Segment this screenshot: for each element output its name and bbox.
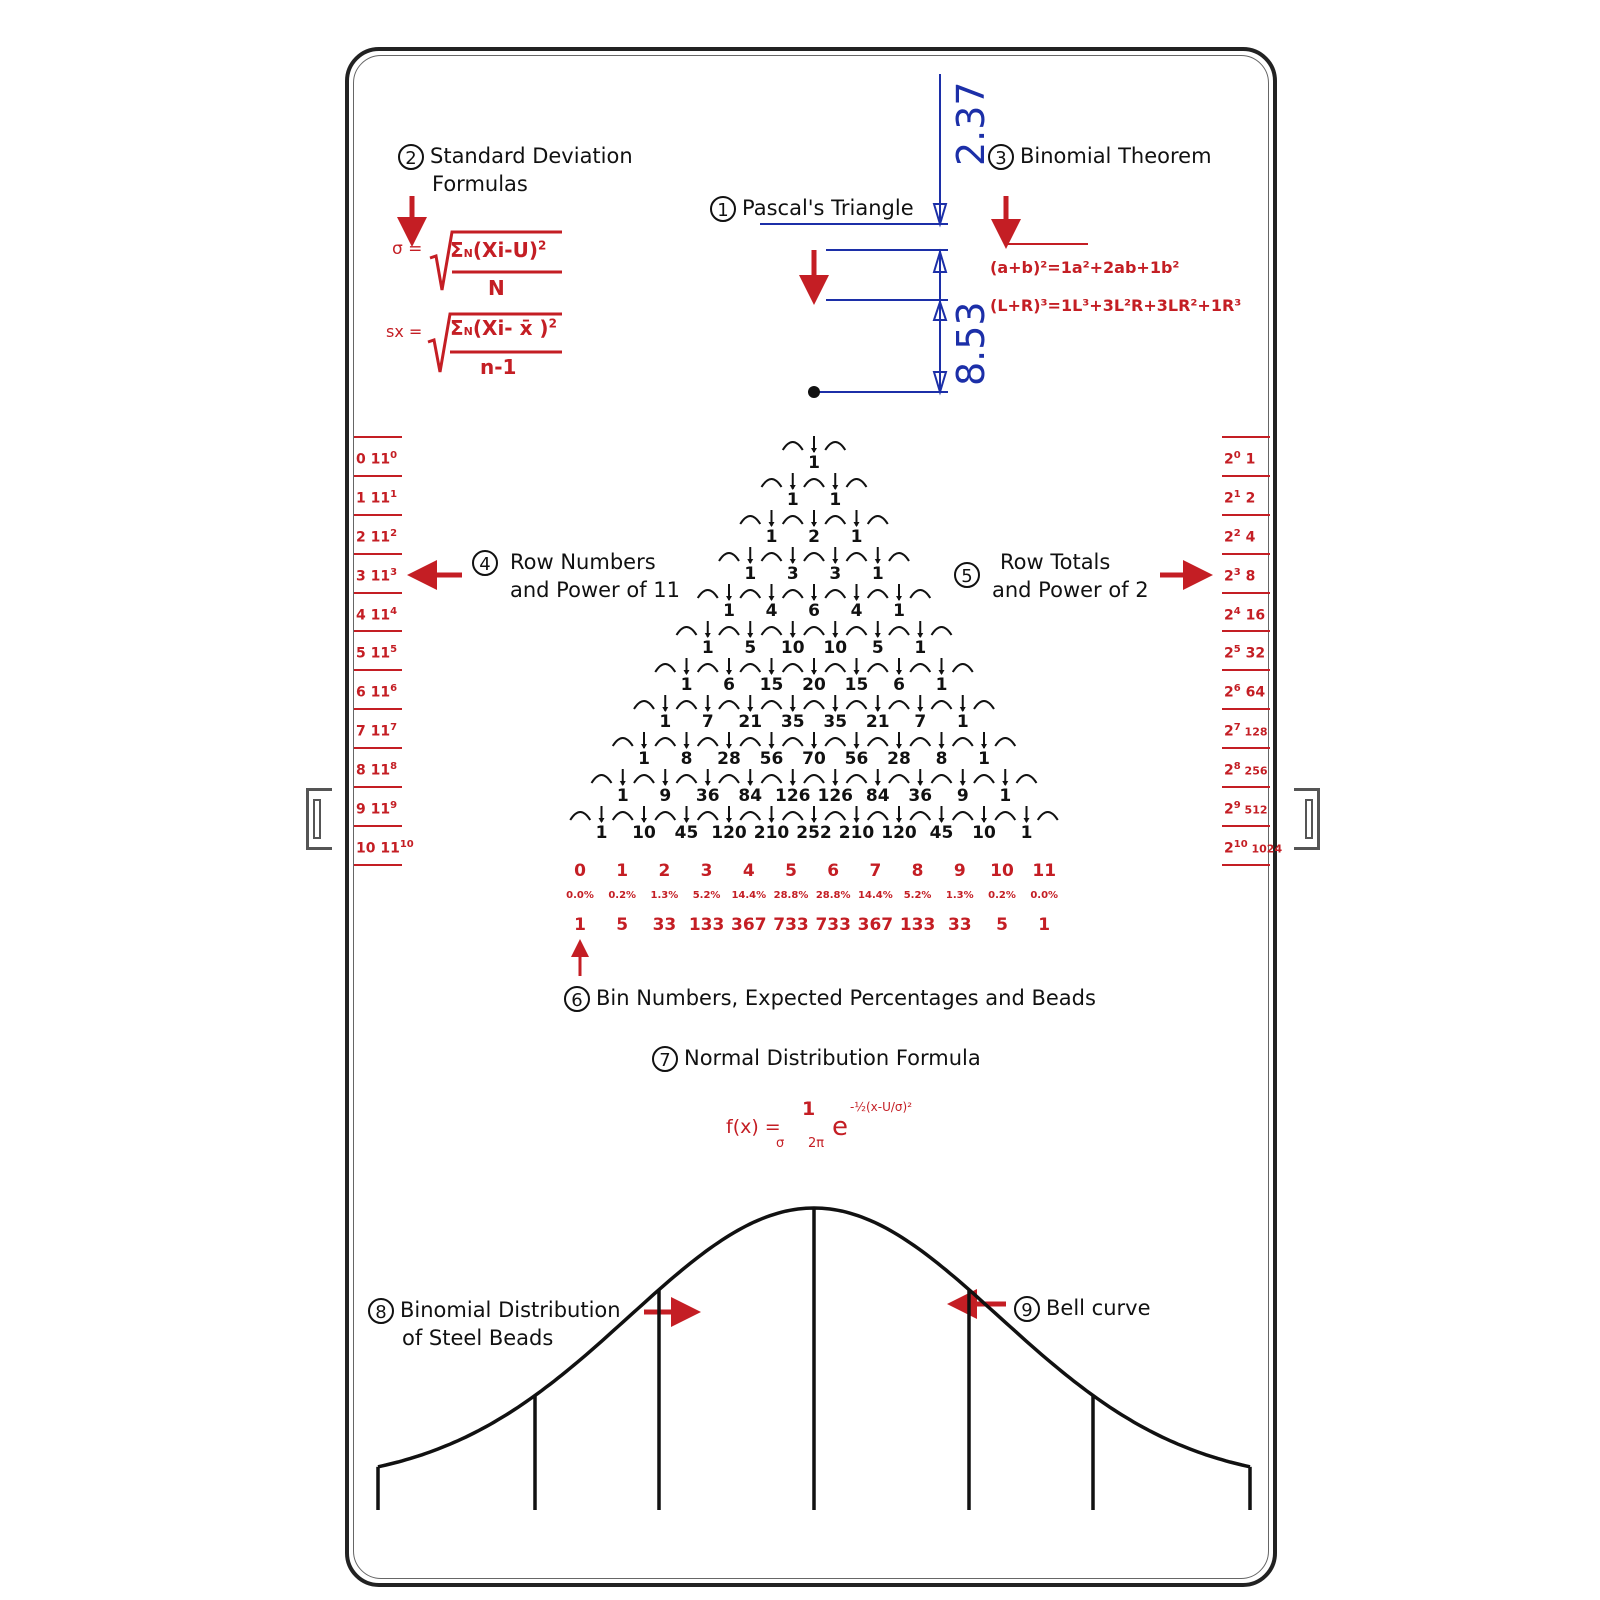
row-number-exponent: 8: [390, 761, 398, 773]
row-total-value: 16: [1240, 607, 1266, 624]
row-number-cell: [354, 788, 402, 827]
population-sd-denominator: N: [488, 276, 505, 300]
binomial-beads-line2: of Steel Beads: [402, 1326, 554, 1350]
normal-label-text: Normal Distribution Formula: [684, 1046, 981, 1070]
row-total-cell: [1222, 671, 1270, 710]
row-total-base: 2: [1224, 723, 1234, 740]
row-number-text: 7 11: [356, 723, 391, 740]
row-total-exponent: 10: [1233, 838, 1248, 850]
bins-label: [564, 984, 1096, 1012]
bin-beads: 5: [616, 915, 629, 935]
row-total-base: 2: [1224, 568, 1234, 585]
row-number-text: 9 11: [356, 801, 391, 818]
binomial-formula-2: (L+R)³=1L³+3L²R+3LR²+1R³: [990, 296, 1242, 315]
row-total-value: 128: [1240, 725, 1268, 739]
pascal-value: 6: [893, 675, 905, 695]
row-total-exponent: 9: [1233, 800, 1241, 812]
pascal-value: 10: [823, 638, 848, 658]
bin-number: 8: [911, 861, 924, 881]
pascal-value: 56: [759, 749, 784, 769]
pascal-value: 1: [680, 675, 693, 695]
row-number-cell: [354, 632, 402, 671]
row-total-base: 2: [1224, 840, 1234, 857]
normal-formula-lhs: f(x) =: [726, 1116, 781, 1138]
row-number-exponent: 0: [390, 450, 398, 461]
row-number-text: 2 11: [356, 529, 391, 546]
bin-beads: 367: [731, 915, 767, 935]
pascal-value: 35: [780, 712, 805, 732]
row-total-base: 2: [1224, 490, 1234, 507]
pascal-value: 9: [659, 786, 672, 806]
bin-beads: 133: [688, 915, 725, 935]
pascal-value: 21: [738, 712, 763, 732]
row-number-exponent: 5: [390, 644, 398, 656]
bin-percentage: 0.0%: [1030, 890, 1059, 901]
row-total-cell: [1222, 749, 1270, 788]
row-total-value: 256: [1240, 764, 1268, 778]
callout-number: 7: [652, 1046, 678, 1072]
bin-beads: 33: [652, 915, 677, 935]
std-dev-label: [398, 142, 633, 198]
callout-number: 3: [988, 144, 1014, 170]
callout-number: 4: [472, 550, 498, 576]
row-number-exponent: 1: [390, 488, 398, 500]
std-dev-label-line1: Standard Deviation: [430, 144, 633, 168]
row-number-cell: [354, 438, 402, 477]
pascal-value: 45: [674, 823, 699, 843]
row-totals-line1: Row Totals: [1000, 550, 1111, 574]
row-total-base: 2: [1224, 607, 1234, 624]
bin-number: 6: [827, 861, 840, 881]
row-total-exponent: 5: [1233, 644, 1241, 656]
row-total-cell: [1222, 477, 1270, 516]
bin-number: 9: [953, 861, 966, 881]
pascal-value: 1: [999, 786, 1012, 806]
row-total-value: 1024: [1247, 842, 1283, 856]
pascal-value: 7: [701, 712, 714, 732]
pascal-value: 210: [838, 823, 875, 843]
row-totals-column: [1222, 436, 1283, 866]
row-total-base: 2: [1224, 685, 1234, 701]
row-totals-line2: and Power of 2: [992, 578, 1149, 602]
pascal-value: 6: [723, 675, 735, 695]
bin-number: 7: [869, 861, 882, 881]
bin-number: 2: [658, 861, 671, 881]
bin-number: 3: [700, 861, 713, 881]
normal-formula-e: e: [832, 1112, 848, 1142]
pascal-value: 15: [759, 675, 784, 695]
bin-number: 0: [574, 861, 586, 881]
row-total-cell: [1222, 555, 1270, 594]
row-total-value: 32: [1240, 646, 1266, 663]
bin-beads: 1: [574, 915, 586, 935]
callout-number: 5: [954, 562, 980, 588]
pascal-value: 70: [802, 749, 826, 769]
row-total-value: 2: [1240, 490, 1256, 507]
row-total-value: 64: [1240, 685, 1266, 701]
row-total-exponent: 7: [1233, 722, 1241, 734]
row-totals-label-text: [992, 548, 1149, 604]
row-number-exponent: 3: [390, 566, 398, 578]
population-sd-numerator: [450, 238, 546, 262]
binomial-label-text: Binomial Theorem: [1020, 144, 1212, 168]
pascal-value: 1: [871, 564, 884, 584]
pascal-value: 1: [616, 786, 629, 806]
row-number-text: 8 11: [356, 762, 391, 779]
pascal-value: 120: [711, 823, 747, 843]
sample-sd-numerator: [450, 316, 557, 340]
pascal-value: 1: [978, 749, 990, 769]
row-numbers-label-text: [510, 548, 680, 604]
row-number-text: 1 11: [356, 490, 391, 507]
row-total-exponent: 3: [1233, 566, 1241, 578]
pascal-value: 4: [850, 601, 863, 621]
pascal-value: 36: [908, 786, 933, 806]
bin-percentage: 28.8%: [815, 890, 851, 901]
bin-number: 1: [616, 861, 629, 881]
bins-label-text: Bin Numbers, Expected Percentages and Beads: [596, 986, 1096, 1010]
row-number-cell: [354, 555, 402, 594]
bin-percentage: 14.4%: [858, 890, 893, 901]
row-number-cell: [354, 749, 402, 788]
pascal-value: 28: [887, 749, 911, 769]
row-number-text: 0 11: [356, 451, 391, 468]
bin-percentage: 5.2%: [692, 890, 721, 901]
pascal-value: 252: [796, 823, 832, 843]
pascal-value: 6: [808, 601, 820, 621]
pascal-value: 3: [786, 564, 799, 584]
pascal-value: 84: [865, 786, 890, 806]
row-numbers-column: [354, 436, 414, 866]
population-sd-formula: [392, 238, 422, 259]
bin-beads: 733: [815, 915, 851, 935]
row-total-exponent: 6: [1233, 683, 1241, 695]
row-number-cell: [354, 516, 402, 555]
row-total-cell: [1222, 710, 1270, 749]
std-dev-label-line2: Formulas: [432, 172, 528, 196]
bin-percentage: 28.8%: [773, 890, 809, 901]
callout-number: 9: [1014, 1296, 1040, 1322]
sum-upper: N: [463, 247, 473, 260]
sigma-exponent: 2: [538, 238, 547, 253]
row-total-base: 2: [1224, 529, 1234, 546]
row-total-cell: [1222, 438, 1270, 477]
row-total-exponent: 2: [1233, 527, 1241, 539]
pascal-value: 1: [701, 638, 714, 658]
pascal-label: [710, 194, 914, 222]
pascal-value: 1: [914, 638, 927, 658]
pascal-label-text: Pascal's Triangle: [742, 196, 914, 220]
row-number-exponent: 7: [390, 722, 398, 734]
row-totals-label: [954, 560, 986, 588]
callout-number: 6: [564, 986, 590, 1012]
binomial-beads-line1: Binomial Distribution: [400, 1298, 621, 1322]
row-numbers-line1: Row Numbers: [510, 550, 656, 574]
pascal-value: 126: [775, 786, 811, 806]
pascal-value: 10: [972, 823, 996, 843]
sx-lhs: sx =: [386, 322, 423, 341]
normal-formula-root: 2π: [808, 1136, 825, 1151]
row-number-text: 10 11: [356, 840, 400, 857]
pascal-value: 10: [780, 638, 805, 658]
pascal-value: 1: [723, 601, 735, 621]
bin-beads: 133: [899, 915, 936, 935]
row-total-exponent: 8: [1233, 761, 1241, 773]
row-total-value: 1: [1240, 451, 1256, 468]
pascal-value: 10: [632, 823, 656, 843]
row-number-text: 5 11: [356, 646, 391, 663]
row-number-exponent: 4: [390, 605, 398, 617]
bin-beads: 733: [773, 915, 809, 935]
sigma-term: (Xi-U): [472, 238, 538, 262]
sample-sd-formula: [386, 322, 422, 341]
row-number-text: 6 11: [356, 685, 391, 701]
normal-label: [652, 1044, 981, 1072]
bin-beads: 367: [857, 915, 894, 935]
sx-term: (Xi- x̄ ): [472, 316, 549, 340]
pascal-value: 35: [823, 712, 848, 732]
pascal-value: 1: [956, 712, 969, 732]
normal-formula-numerator: 1: [802, 1098, 816, 1120]
bin-beads: 33: [947, 915, 972, 935]
dimension-top-value: 2.37: [949, 81, 993, 166]
pascal-value: 1: [850, 527, 863, 547]
bell-curve-label: [1014, 1294, 1151, 1322]
pascal-value: 21: [865, 712, 890, 732]
pascal-value: 1: [786, 490, 799, 510]
row-total-exponent: 0: [1233, 450, 1241, 461]
row-total-base: 2: [1224, 451, 1234, 468]
row-number-exponent: 10: [399, 838, 414, 850]
pascal-value: 20: [802, 675, 826, 695]
pascal-value: 8: [935, 749, 948, 769]
bin-percentage: 0.2%: [988, 890, 1016, 901]
row-number-text: 3 11: [356, 568, 391, 585]
pascal-value: 7: [914, 712, 927, 732]
row-total-exponent: 4: [1233, 605, 1241, 617]
pascal-value: 120: [881, 823, 917, 843]
row-numbers-label: [472, 548, 504, 576]
pascal-value: 1: [935, 675, 948, 695]
row-number-exponent: 6: [390, 683, 398, 695]
row-total-value: 512: [1240, 803, 1268, 817]
callout-number: 1: [710, 196, 736, 222]
normal-formula-sigma: σ: [776, 1136, 785, 1151]
pascal-value: 8: [680, 749, 693, 769]
bin-number: 10: [990, 861, 1014, 881]
bin-beads: 5: [996, 915, 1008, 935]
row-total-base: 2: [1224, 801, 1234, 818]
pascal-value: 28: [717, 749, 741, 769]
sigma-lhs: σ =: [392, 239, 423, 259]
pascal-value: 2: [808, 527, 820, 547]
sum-upper: N: [463, 325, 473, 338]
pascal-value: 210: [753, 823, 790, 843]
row-total-base: 2: [1224, 762, 1234, 779]
pascal-value: 1: [638, 749, 650, 769]
bin-percentage: 0.0%: [566, 890, 594, 901]
bin-percentage: 1.3%: [945, 890, 974, 901]
bin-number: 5: [785, 861, 797, 881]
binomial-label: [988, 142, 1212, 170]
bin-percentage: 0.2%: [608, 890, 637, 901]
pascal-value: 3: [829, 564, 842, 584]
row-total-cell: [1222, 516, 1270, 555]
pascal-value: 1: [765, 527, 778, 547]
pascal-value: 1: [893, 601, 905, 621]
pascal-value: 15: [844, 675, 869, 695]
pascal-value: 9: [956, 786, 969, 806]
row-number-cell: [354, 671, 402, 710]
row-number-text: 4 11: [356, 607, 391, 624]
pascal-value: 84: [738, 786, 763, 806]
normal-formula-exponent: -½(x-U/σ)²: [850, 1100, 912, 1114]
pascal-value: 1: [1020, 823, 1033, 843]
bin-percentage: 1.3%: [650, 890, 679, 901]
pascal-value: 126: [817, 786, 853, 806]
sample-sd-denominator: n-1: [480, 355, 517, 379]
bin-number: 11: [1032, 861, 1057, 881]
row-total-exponent: 1: [1233, 488, 1241, 500]
sum-limits: [464, 247, 473, 260]
row-numbers-line2: and Power of 11: [510, 578, 680, 602]
pascal-value: 5: [744, 638, 757, 658]
bin-number: 4: [742, 861, 755, 881]
bell-curve-label-text: Bell curve: [1046, 1296, 1151, 1320]
sx-exponent: 2: [548, 316, 557, 331]
row-number-cell: [354, 594, 402, 633]
pascal-value: 1: [829, 490, 842, 510]
row-total-base: 2: [1224, 646, 1234, 663]
row-total-cell: [1222, 594, 1270, 633]
row-number-cell: [354, 477, 402, 516]
row-number-exponent: 2: [390, 527, 398, 539]
right-mounting-bracket: [1294, 788, 1320, 850]
binomial-formula-1: (a+b)²=1a²+2ab+1b²: [990, 258, 1180, 277]
row-total-value: 4: [1240, 529, 1256, 546]
sum-symbol: Σ: [450, 316, 464, 340]
bin-percentage: 14.4%: [731, 890, 767, 901]
row-total-cell: [1222, 632, 1270, 671]
left-mounting-bracket: [306, 788, 332, 850]
pascal-value: 56: [844, 749, 869, 769]
row-number-cell: [354, 827, 414, 866]
row-total-cell: [1222, 788, 1270, 827]
row-number-cell: [354, 710, 402, 749]
pascal-value: 45: [929, 823, 954, 843]
pascal-value: 1: [595, 823, 608, 843]
sum-symbol: Σ: [450, 238, 464, 262]
pascal-value: 1: [808, 453, 820, 473]
callout-number: 8: [368, 1298, 394, 1324]
row-total-value: 8: [1240, 568, 1256, 585]
dimension-bottom-value: 8.53: [949, 301, 993, 386]
pascal-value: 36: [695, 786, 720, 806]
bin-beads: 1: [1038, 915, 1051, 935]
pascal-value: 1: [744, 564, 757, 584]
row-total-cell: [1222, 827, 1283, 866]
pascal-value: 5: [871, 638, 884, 658]
binomial-beads-label: [368, 1296, 621, 1352]
row-number-exponent: 9: [390, 800, 398, 812]
pascal-value: 4: [765, 601, 778, 621]
callout-number: 2: [398, 144, 424, 170]
pascal-value: 1: [659, 712, 672, 732]
bin-percentage: 5.2%: [903, 890, 932, 901]
